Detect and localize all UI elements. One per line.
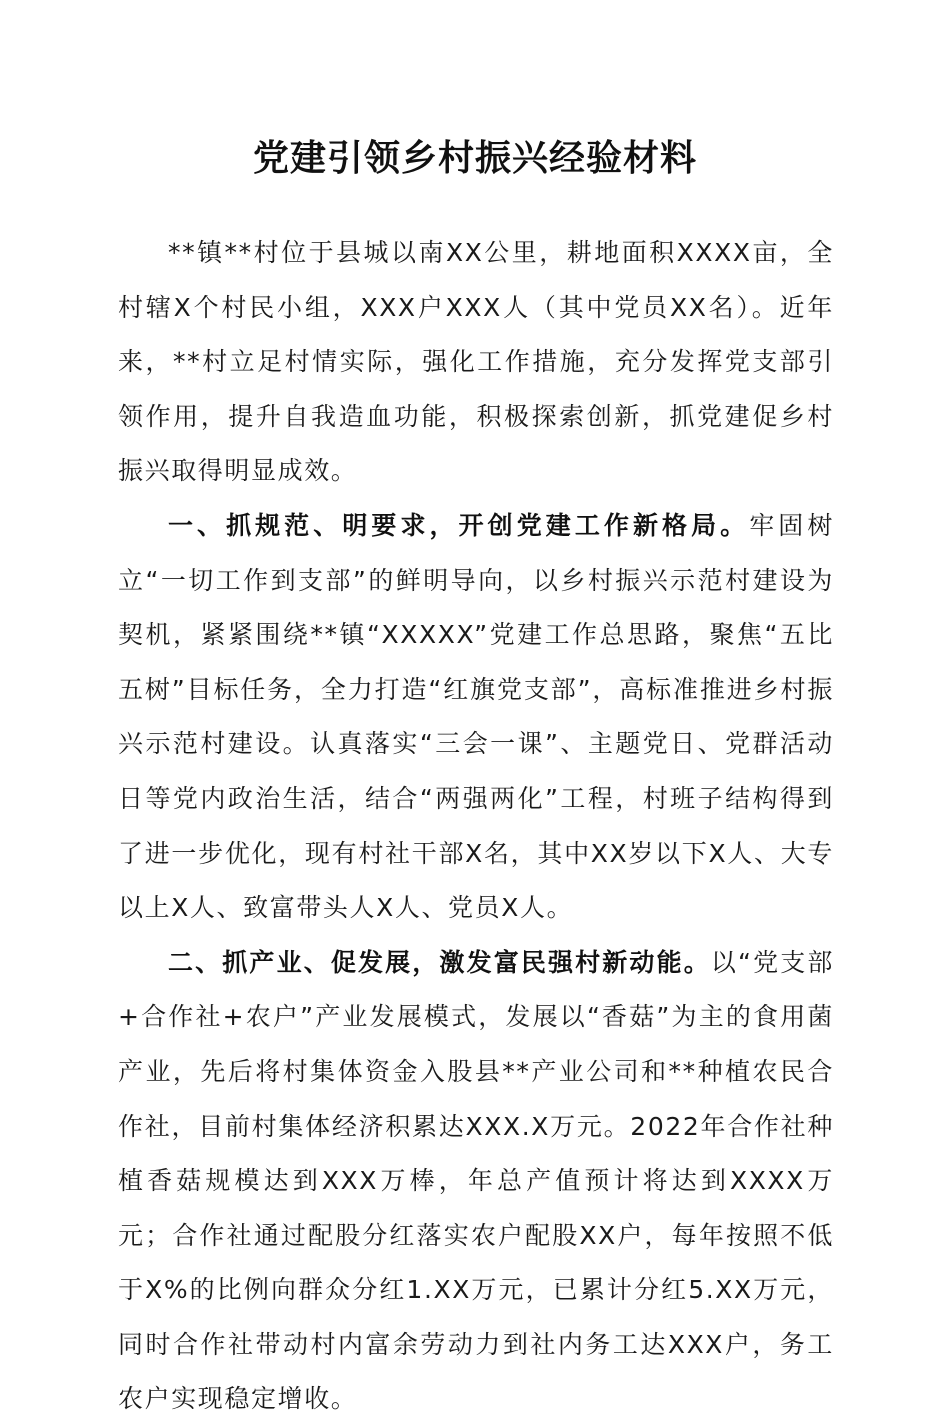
section-heading-2: 二、抓产业、促发展，激发富民强村新动能。 bbox=[168, 947, 711, 977]
section-heading-1: 一、抓规范、明要求，开创党建工作新格局。 bbox=[168, 510, 750, 540]
section-text-2: 以“党支部+合作社+农户”产业发展模式，发展以“香菇”为主的食用菌产业，先后将村集体资金入股县**产业公司和**种植农民合作社，目前村集体经济积累达XXX.X万元。2022年合作社种植香菇规模达到XXX万棒，年总产值预计将达到XXXX万元；合作社通过配股分红落实农户配股XX户，每年按照不低于X%的比例向群众分红1.XX万元，已累计分红5.XX万元，同时合作社带动村内富余劳动力到社内务工达XXX户，务工农户实现稳定增收。 bbox=[118, 947, 834, 1414]
document-body bbox=[118, 226, 834, 1427]
section-paragraph-1 bbox=[118, 499, 834, 936]
section-text-1: 牢固树立“一切工作到支部”的鲜明导向，以乡村振兴示范村建设为契机，紧紧围绕**镇“XXXXX”党建工作总思路，聚焦“五比五树”目标任务，全力打造“红旗党支部”，高标准推进乡村振兴示范村建设。认真落实“三会一课”、主题党日、党群活动日等党内政治生活，结合“两强两化”工程，村班子结构得到了进一步优化，现有村社干部X名，其中XX岁以下X人、大专以上X人、致富带头人X人、党员X人。 bbox=[118, 510, 834, 923]
page-title: 党建引领乡村振兴经验材料 bbox=[252, 137, 697, 179]
section-paragraph-2 bbox=[118, 936, 834, 1427]
intro-paragraph: **镇**村位于县城以南XX公里，耕地面积XXXX亩，全村辖X个村民小组，XXX户XXX人（其中党员XX名）。近年来，**村立足村情实际，强化工作措施，充分发挥党支部引领作用，提升自我造血功能，积极探索创新，抓党建促乡村振兴取得明显成效。 bbox=[118, 238, 834, 486]
